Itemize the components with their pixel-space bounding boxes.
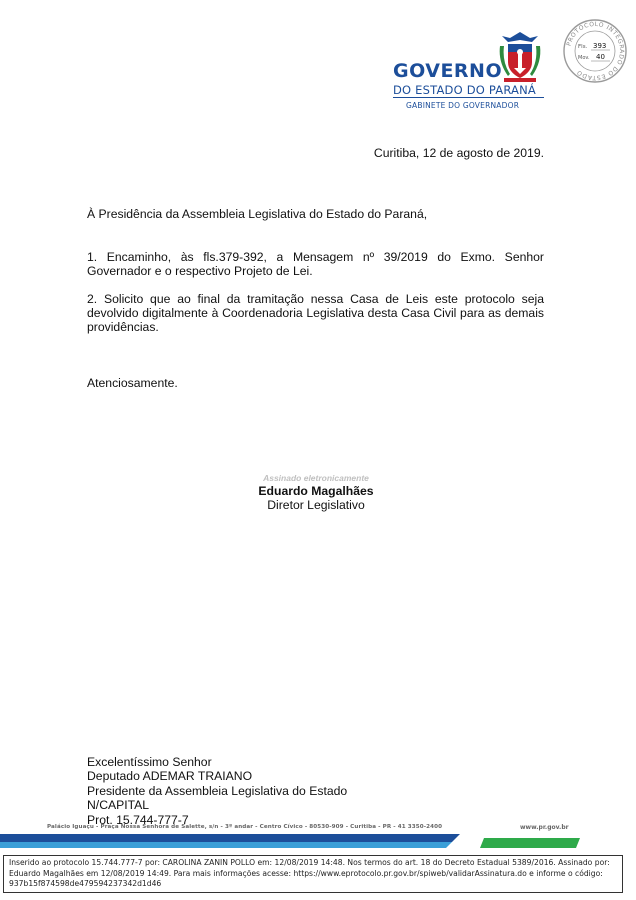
svg-text:PROTOCOLO INTEGRADO DO ESTADO [566, 21, 626, 81]
brand-divider [393, 97, 544, 98]
footer-bar-green [480, 838, 580, 848]
stamp-mov-label: Mov. [578, 55, 590, 61]
stamp-mov-value: 40 [596, 53, 605, 61]
addressee-line: Prot. 15.744-777-7 [87, 812, 189, 827]
signer-role: Diretor Legislativo [267, 498, 365, 512]
addressee-line: Deputado ADEMAR TRAIANO [87, 769, 253, 784]
government-brand-subtitle: DO ESTADO DO PARANÁ [393, 83, 536, 97]
letter-closing: Atenciosamente. [87, 376, 178, 390]
digital-signature-verification: Inserido ao protocolo 15.744.777-7 por: CAROLINA ZANIN POLLO em: 12/08/2019 14:48. Nos termos do art. 18 do Decreto Estadual 5389/2016. Assinado por: Eduardo Magalhães em 12/08/2019 14:49. Para mais informações acesse: https://www.eprotocolo.pr.gov.br/spiweb/validarAssinatura.do e informe o código: 937b15f874598de479594237342d1d46 [3, 855, 623, 893]
letter-paragraph: 2. Solicito que ao final da tramitação nessa Casa de Leis este protocolo seja devolvido digitalmente à Coordenadoria Legislativa desta Casa Civil para as demais providências. [87, 292, 544, 334]
office-name: GABINETE DO GOVERNADOR [406, 101, 520, 110]
signature-note: Assinado eletronicamente [263, 473, 369, 483]
stamp-fls-label: Fls. [578, 44, 588, 50]
addressee-line: N/CAPITAL [87, 798, 150, 813]
letter-date: Curitiba, 12 de agosto de 2019. [373, 146, 544, 160]
protocol-stamp-icon [562, 18, 628, 84]
government-brand-title: GOVERNO [393, 60, 503, 82]
footer-bar-light-blue [0, 842, 452, 848]
letter-salutation: À Presidência da Assembleia Legislativa do Estado do Paraná, [87, 207, 428, 221]
signer-name: Eduardo Magalhães [258, 484, 374, 498]
addressee-line: Excelentíssimo Senhor [87, 755, 212, 769]
footer-bar-blue [0, 834, 460, 842]
stamp-ring-text: PROTOCOLO INTEGRADO DO ESTADO [565, 20, 626, 82]
footer-website: www.pr.gov.br [520, 824, 569, 831]
addressee-line: Presidente da Assembleia Legislativa do Estado [87, 783, 348, 798]
footer-color-bar [0, 834, 636, 848]
stamp-fls-value: 393 [593, 42, 607, 50]
parana-coat-of-arms-icon [496, 28, 544, 84]
addressee-block [87, 755, 347, 827]
signature-block [186, 473, 446, 512]
letter-paragraph: 1. Encaminho, às fls.379-392, a Mensagem nº 39/2019 do Exmo. Senhor Governador e o respectivo Projeto de Lei. [87, 250, 544, 278]
footer-address: Palácio Iguaçu - Praça Nossa Senhora de Salette, s/n - 3º andar - Centro Cívico - 80530-909 - Curitiba - PR - 41 3350-2400 [47, 824, 443, 830]
